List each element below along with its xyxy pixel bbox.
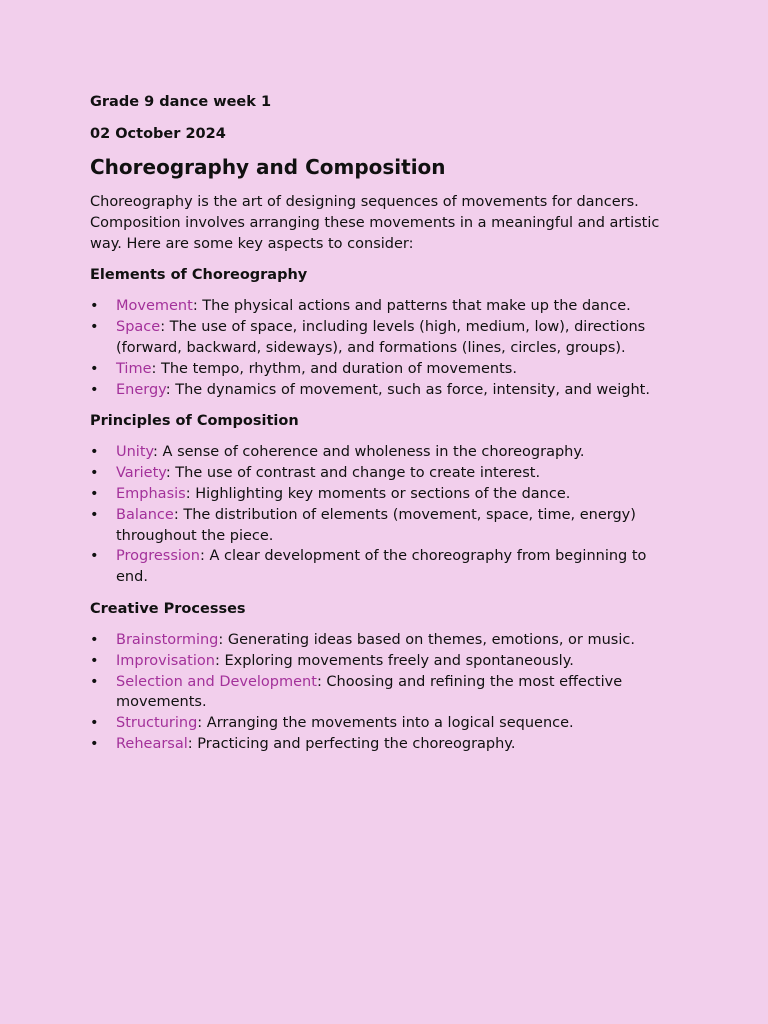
- list-item-term: Balance: [116, 506, 174, 523]
- list-item-description: : The tempo, rhythm, and duration of movements.: [151, 360, 517, 377]
- list-item-term: Unity: [116, 444, 154, 461]
- intro-paragraph: Choreography is the art of designing sequences of movements for dancers. Composition involves arranging these movements in a meaningful and artistic way. Here are some key aspects to consider:: [90, 194, 660, 252]
- course-label: Grade 9 dance week 1: [90, 94, 272, 110]
- list-item-term: Structuring: [116, 715, 198, 732]
- list-item: [90, 463, 678, 484]
- list-item-description: : Exploring movements freely and spontaneously.: [214, 652, 574, 669]
- list-item-description: : The distribution of elements (movement, space, time, energy) throughout the piece.: [116, 506, 636, 544]
- list-item: [90, 359, 678, 380]
- list-item: [90, 484, 678, 505]
- list-item: [90, 546, 678, 588]
- list-item: [90, 713, 678, 734]
- list-item: [90, 296, 678, 317]
- list-item: [90, 734, 678, 755]
- bullet-icon: •: [90, 360, 99, 377]
- list-item-description: : Highlighting key moments or sections of the dance.: [185, 485, 571, 502]
- bullet-icon: •: [90, 631, 99, 648]
- list-item-description: : A clear development of the choreography from beginning to end.: [116, 548, 647, 586]
- list-item: [90, 505, 678, 547]
- list-item: [90, 630, 678, 651]
- list-item-description: : The use of contrast and change to create interest.: [165, 465, 541, 482]
- list-item-term: Variety: [116, 465, 166, 482]
- list-item-term: Rehearsal: [116, 735, 188, 752]
- creative-processes-list: [90, 630, 678, 755]
- list-item-description: : The use of space, including levels (high, medium, low), directions (forward, backward, sideways), and formations (lines, circles, groups).: [116, 319, 646, 356]
- principles-list: [90, 442, 678, 588]
- document-date: 02 October 2024: [90, 126, 226, 142]
- list-item: [90, 380, 678, 401]
- bullet-icon: •: [90, 673, 99, 690]
- bullet-icon: •: [90, 506, 99, 523]
- bullet-icon: •: [90, 298, 99, 315]
- list-item-term: Selection and Development: [116, 673, 317, 690]
- list-item-description: : The dynamics of movement, such as force, intensity, and weight.: [165, 381, 650, 398]
- list-item-term: Progression: [116, 548, 200, 565]
- list-item: [90, 651, 678, 672]
- list-item-description: : Generating ideas based on themes, emotions, or music.: [218, 631, 635, 648]
- list-item: [90, 317, 678, 359]
- page-title: Choreography and Composition: [90, 155, 446, 179]
- list-item-description: : A sense of coherence and wholeness in the choreography.: [153, 444, 585, 461]
- elements-list: [90, 296, 678, 400]
- list-item-term: Space: [116, 319, 161, 336]
- list-item-term: Time: [116, 360, 152, 377]
- section-heading-principles: Principles of Composition: [90, 413, 299, 430]
- list-item-description: : Arranging the movements into a logical sequence.: [197, 715, 574, 732]
- list-item-term: Brainstorming: [116, 631, 219, 648]
- list-item-description: : The physical actions and patterns that make up the dance.: [192, 298, 631, 315]
- bullet-icon: •: [90, 548, 99, 565]
- list-item-description: : Practicing and perfecting the choreography.: [187, 735, 516, 752]
- bullet-icon: •: [90, 485, 99, 502]
- bullet-icon: •: [90, 735, 99, 752]
- section-heading-elements: Elements of Choreography: [90, 267, 308, 284]
- list-item-term: Movement: [116, 298, 193, 315]
- section-heading-creative-processes: Creative Processes: [90, 600, 246, 617]
- bullet-icon: •: [90, 715, 99, 732]
- list-item-term: Emphasis: [116, 485, 186, 502]
- bullet-icon: •: [90, 465, 99, 482]
- list-item-term: Energy: [116, 381, 166, 398]
- bullet-icon: •: [90, 652, 99, 669]
- bullet-icon: •: [90, 381, 99, 398]
- list-item: [90, 672, 678, 714]
- bullet-icon: •: [90, 319, 99, 336]
- list-item: [90, 442, 678, 463]
- list-item-description: : Choosing and refining the most effective movements.: [116, 673, 623, 711]
- list-item-term: Improvisation: [116, 652, 215, 669]
- bullet-icon: •: [90, 444, 99, 461]
